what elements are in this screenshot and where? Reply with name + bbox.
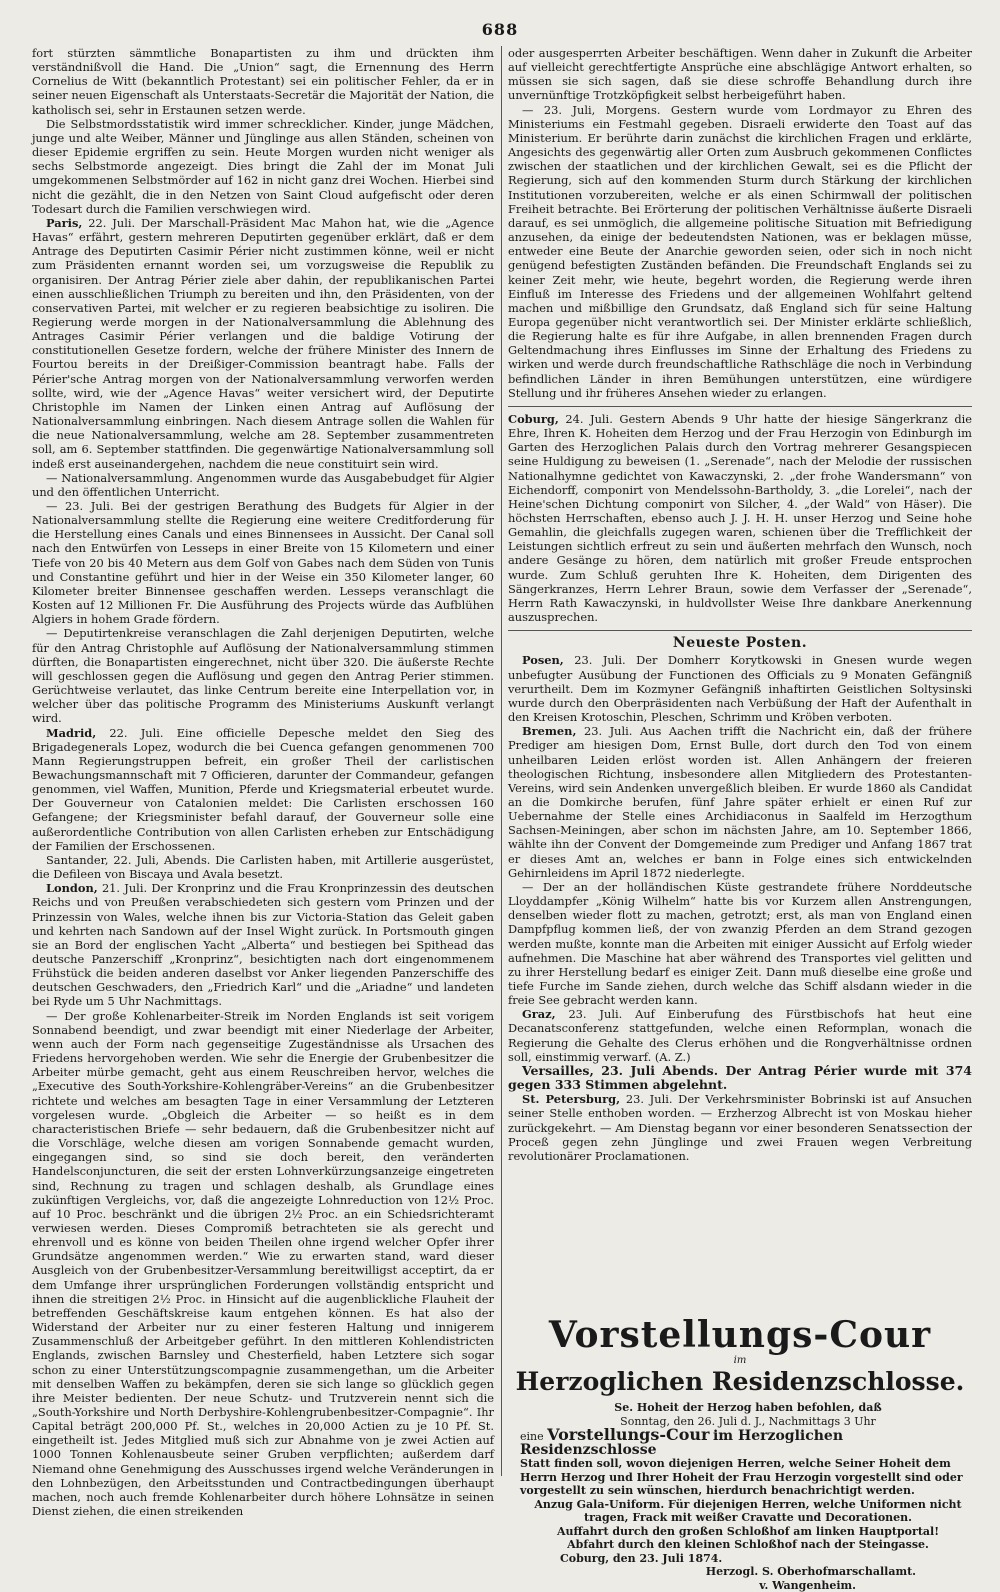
article-paragraph xyxy=(508,1092,972,1163)
article-paragraph xyxy=(508,653,972,724)
paragraph-text: 21. Juli. Der Kronprinz und die Frau Kronprinzessin des deutschen Reichs und von Preußen verabschiedeten sich gestern vom Prinzen und der Prinzessin von Wales, welche ihnen bis zur Victoria-Station das Geleit gaben und kehrten nach Sandown auf der Insel Wight zurück. In Portsmouth gingen sie an Bord der englischen Yacht „Alberta“ und bestiegen bei Spithead das deutsche Panzerschiff „Kronprinz“, besichtigten nach dort eingenommenem Frühstück die beiden anderen daselbst vor Anker liegenden Panzerschiffe des deutschen Geschwaders, den „Friedrich Karl“ und die „Ariadne“ und landeten bei Ryde um 5 Uhr Nachmittags. xyxy=(32,881,494,1008)
announcement-signature: Herzogl. S. Oberhofmarschallamt. xyxy=(520,1565,976,1579)
dateline: London, xyxy=(46,881,98,895)
left-column xyxy=(32,46,494,1524)
article-paragraph xyxy=(508,880,972,1007)
article-paragraph xyxy=(32,726,494,853)
announcement-im: im xyxy=(500,1355,980,1367)
announcement-line: Auffahrt durch den großen Schloßhof am linken Hauptportal! xyxy=(520,1525,976,1539)
dateline: Posen, xyxy=(522,653,564,667)
london-continuation xyxy=(508,46,972,400)
announcement-signer: v. Wangenheim. xyxy=(520,1579,976,1592)
coburg-article xyxy=(508,412,972,624)
paragraph-text: oder ausgesperrten Arbeiter beschäftigen. Wenn daher in Zukunft die Arbeiter auf vielleicht gerechtfertigte Ansprüche eine abschlägige Antwort erhalten, so müssen sie sich sagen, daß sie diese schroffe Behandlung durch ihre unvernünftige Trotzköpfigkeit selbst herbeigeführt haben. xyxy=(508,46,972,102)
paragraph-text: — 23. Juli. Bei der gestrigen Berathung des Budgets für Algier in der Nationalversammlung stellte die Regierung eine weitere Creditforderung für die Herstellung eines Canals und eines Binnensees in Aussicht. Der Canal soll nach den Entwürfen von Lesseps in einer Breite von 15 Kilometern und einer Tiefe von 20 bis 40 Metern aus dem Golf von Gabes nach dem Süden von Tunis und Constantine geführt und hier in der Weise ein 350 Kilometer langer, 60 Kilometer breiter Binnensee geschaffen werden. Lesseps veranschlagt die Kosten auf 12 Millionen Fr. Die Ausführung des Projects würde das Aufblühen Algiers in hohem Grade fördern. xyxy=(32,499,494,626)
paragraph-text: 23. Juli. Auf Einberufung des Fürstbischofs hat heut eine Decanatsconferenz stattgefunden, welche einen Reformplan, wonach die Regierung die Gehalte des Clerus erhöhen und die Rongverhältnisse ordnen soll, einstimmig verwarf. (A. Z.) xyxy=(508,1007,972,1063)
paragraph-text: 23. Juli. Der Domherr Korytkowski in Gnesen wurde wegen unbefugter Ausübung der Functionen des Officials zu 9 Monaten Gefängniß verurtheilt. Dem im Kozmyner Gefängniß inhaftirten Geistlichen Soltysinski wurde durch den Oberpräsidenten nach Verbüßung der Haft der Aufenthalt in den Kreisen Krotoschin, Pleschen, Schrimm und Kröben verboten. xyxy=(508,653,972,724)
dateline: Versailles, xyxy=(522,1063,594,1078)
paragraph-text: — Der an der holländischen Küste gestrandete frühere Norddeutsche Lloyddampfer „König Wilhelm“ hatte bis vor Kurzem allen Anstrengungen, denselben wieder flott zu machen, getrotzt; erst, als man von England einen Dampfpflug kommen ließ, der von zwanzig Pferden an dem Strand gezogen werden mußte, konnte man die Arbeiten mit einiger Aussicht auf Erfolg wieder aufnehmen. Die Maschine hat aber während des Transportes viel gelitten und zu ihrer Herstellung bedarf es einiger Zeit. Dann muß dieselbe eine große und tiefe Furche im Sande ziehen, durch welche das Schiff alsdann wieder in die freie See gebracht werden kann. xyxy=(508,880,972,1007)
announcement-line: Sonntag, den 26. Juli d. J., Nachmittags 3 Uhr xyxy=(520,1415,976,1429)
announcement-date: Coburg, den 23. Juli 1874. xyxy=(520,1552,976,1566)
paragraph-text: 22. Juli. Der Marschall-Präsident Mac Mahon hat, wie die „Agence Havas“ erfährt, gestern mehreren Deputirten gegenüber erklärt, daß er dem Antrage des Deputirten Casimir Périer nicht zustimmen könne, weil er nicht zum Präsidenten ernannt worden sei, um vorzugsweise die Republik zu organisiren. Der Antrag Périer ziele aber dahin, der republikanischen Partei einen ausschließlichen Triumph zu bereiten und ihn, den Präsidenten, von der conservativen Partei, mit welcher er zu regieren beabsichtige zu isoliren. Die Regierung werde morgen in der Nationalversammlung die Ablehnung des Antrages Casimir Périer verlangen und die baldige Votirung der constitutionellen Gesetze fordern, welche der frühere Minister des Innern de Fourtou bereits in der Dreißiger-Commission beantragt habe. Falls der Périer'sche Antrag morgen von der Nationalversammlung verworfen werden sollte, wird, wie der „Agence Havas“ weiter versichert wird, der Deputirte Christophle im Namen der Linken einen Antrag auf Auflösung der Nationalversammlung einbringen. Nach diesem Antrage sollen die Wahlen für die neue Nationalversammlung, welche am 28. September zusammentreten soll, am 6. September stattfinden. Die gegenwärtige Nationalversammlung soll indeß erst auseinandergehen, nachdem die neue constituirt sein wird. xyxy=(32,216,494,471)
paragraph-text: 23. Juli Abends. Der Antrag Périer wurde mit 374 gegen 333 Stimmen abgelehnt. xyxy=(508,1063,972,1092)
section-divider xyxy=(508,630,972,631)
column-divider xyxy=(501,46,502,1476)
article-paragraph xyxy=(32,626,494,725)
dateline: St. Petersburg, xyxy=(522,1092,620,1106)
announcement-line: Se. Hoheit der Herzog haben befohlen, daß xyxy=(520,1401,976,1415)
latest-news-heading: Neueste Posten. xyxy=(508,636,972,650)
dateline: Paris, xyxy=(46,216,82,230)
article-paragraph xyxy=(508,1007,972,1064)
paragraph-text: 24. Juli. Gestern Abends 9 Uhr hatte der hiesige Sängerkranz die Ehre, Ihren K. Hoheiten dem Herzog und der Frau Herzogin von Edinburgh im Garten des Herzoglichen Palais durch den Vortrag mehrerer Gesangspiecen seine Huldigung zu beweisen (1. „Serenade“, nach der Melodie der russischen Nationalhymne gedichtet von Kawaczynski, 2. „der frohe Wandersmann“ von Eichendorff, componirt von Mendelssohn-Bartholdy, 3. „die Lorelei“, nach der Heine'schen Dichtung componirt von Silcher, 4. „der Wald“ von Häser). Die höchsten Herrschaften, ebenso auch J. J. H. H. unser Herzog und Seine hohe Gemahlin, die gleichfalls zugegen waren, schienen über die Trefflichkeit der Leistungen sichtlich erfreut zu sein und äußerten mehrfach den Wunsch, noch andere Gesänge zu hören, dem natürlich mit großer Freude entsprochen wurde. Zum Schluß geruhten Ihre K. Hoheiten, dem Dirigenten des Sängerkranzes, Herrn Lehrer Braun, sowie dem Verfasser der „Serenade“, Herrn Rath Kawaczynski, in huldvollster Weise Ihre dankbare Anerkennung auszusprechen. xyxy=(508,412,972,624)
paragraph-text: 23. Juli. Aus Aachen trifft die Nachricht ein, daß der frühere Prediger am hiesigen Dom, Ernst Bulle, dort durch den Tod von einem unheilbaren Leiden erlöst worden ist. Allen Anhängern der freieren theologischen Richtung, insbesondere allen Mitgliedern des Protestanten-Vereins, wird sein Andenken unvergeßlich bleiben. Er wurde 1860 als Candidat an die Domkirche berufen, fünf Jahre später erhielt er einen Ruf zur Uebernahme der Stelle eines Archidiaconus in Saalfeld im Herzogthum Sachsen-Meiningen, aber schon im nächsten Jahre, am 10. September 1866, wählte ihn der Convent der Domgemeinde zum Prediger und Anfang 1867 trat er dieses Amt an, welches er bann in Folge eines sich entwickelnden Gehirnleidens im April 1872 niederlegte. xyxy=(508,724,972,880)
article-paragraph xyxy=(32,881,494,1008)
announcement-title: Vorstellungs-Cour xyxy=(500,1315,980,1355)
right-column xyxy=(508,46,972,1326)
dateline: Coburg, xyxy=(508,412,559,426)
article-paragraph xyxy=(32,117,494,216)
paragraph-text: 22. Juli. Eine officielle Depesche meldet den Sieg des Brigadegenerals Lopez, wodurch die bei Cuenca gefangen genommenen 700 Mann Regierungstruppen befreit, ein großer Theil der carlistischen Bewachungsmannschaft mit 7 Officieren, darunter der Commandeur, gefangen genommen, viel Waffen, Munition, Pferde und Kriegsmaterial erbeutet wurde. Der Gouverneur von Catalonien meldet: Die Carlisten erschossen 160 Gefangene; der Kriegsminister befahl darauf, der Gouverneur solle eine außerordentliche Contribution von allen Carlisten erheben zur Entschädigung der Familien der Erschossenen. xyxy=(32,726,494,853)
dateline: Bremen, xyxy=(522,724,576,738)
article-paragraph xyxy=(508,724,972,880)
article-paragraph xyxy=(32,216,494,471)
paragraph-text: — Der große Kohlenarbeiter-Streik im Norden Englands ist seit vorigem Sonnabend beendigt, und zwar beendigt mit einer Niederlage der Arbeiter, wenn auch der Form nach gegenseitige Zugeständnisse als Ursachen des Friedens hervorgehoben werden. Wie sehr die Energie der Grubenbesitzer die Arbeiter mürbe gemacht, geht aus einem Reuschreiben hervor, welches die „Executive des South-Yorkshire-Kohlengräber-Vereins“ an die Grubenbesitzer richtete und welches am besagten Tage in einer Versammlung der Letzteren vorgelesen wurde. „Obgleich die Arbeiter — so heißt es in dem characteristischen Briefe — sehr bedauern, daß die Grubenbesitzer nicht auf die Vorschläge, welche diesen am vorigen Sonnabende gemacht wurden, eingegangen sind, so sind sie doch bereit, den veränderten Handelsconjuncturen, die seit der ersten Lohnverkürzungsanzeige eingetreten sind, Rechnung zu tragen und schlagen deshalb, als Grundlage eines zukünftigen Vergleichs, vor, daß die angezeigte Lohnreduction von 12½ Proc. auf 10 Proc. beschränkt und die übrigen 2½ Proc. an ein Schiedsrichteramt verwiesen werden. Dieses Compromiß betrachteten sie als gerecht und ehrenvoll und es könne von beiden Theilen ohne irgend welcher Opfer ihrer Grundsätze angenommen werden.“ Wie zu erwarten stand, ward dieser Ausgleich von der Grubenbesitzer-Versammlung bereitwilligst acceptirt, da er dem Umfange ihrer ursprünglichen Forderungen vollständig entspricht und ihnen die streitigen 2½ Proc. in Hinsicht auf die augenblickliche Flauheit der betreffenden Geschäftskreise kaum entgehen können. Es hat also der Widerstand der Arbeiter nur zu einer festeren Haltung und innigerem Zusammenschluß der Arbeitgeber geführt. In den mittleren Kohlendistricten Englands, zwischen Barnsley und Chesterfield, haben Letztere sich sogar schon zu einer Unterstützungscompagnie zusammengethan, um die Arbeiter mit denselben Waffen zu bekämpfen, deren sie sich lange so glücklich gegen ihre Meister bedienten. Der neue Schutz- und Trutzverein nennt sich die „South-Yorkshire und North Derbyshire-Kohlengrubenbesitzer-Compagnie“. Ihr Capital beträgt 200,000 Pf. St., welches in 20,000 Actien zu je 10 Pf. St. eingetheilt ist. Jedes Mitglied muß sich zur Abnahme von je zwei Actien auf 1000 Tonnen Kohlenausbeute seiner Gruben verpflichten; außerdem darf Niemand ohne Genehmigung des Ausschusses irgend welche Veränderungen in den Lohnbezügen, den Arbeitsstunden und Contractbedingungen überhaupt machen, noch auch fremde Kohlenarbeiter durch höhere Lohnsätze in seinen Dienst ziehen, die einen streikenden xyxy=(32,1009,494,1518)
announcement-line: Abfahrt durch den kleinen Schloßhof nach der Steingasse. xyxy=(520,1538,976,1552)
paragraph-text: Die Selbstmordsstatistik wird immer schrecklicher. Kinder, junge Mädchen, junge und alte Weiber, Männer und Jünglinge aus allen Ständen, scheinen von dieser Epidemie ergriffen zu sein. Heute Morgen wurden nicht weniger als sechs Selbstmorde angezeigt. Dies bringt die Zahl der im Monat Juli umgekommenen Selbstmörder auf 162 in nicht ganz drei Wochen. Hierbei sind nicht die gezählt, die in den Netzen von Saint Cloud aufgefischt oder deren Todesart durch die Familien verschwiegen wird. xyxy=(32,117,494,216)
dateline: Graz, xyxy=(522,1007,556,1021)
announcement-line: Statt finden soll, wovon diejenigen Herren, welche Seiner Hoheit dem Herrn Herzog und Ihrer Hoheit der Frau Herzogin vorgestellt sind oder vorgestellt zu sein wünschen, hierdurch benachrichtigt werden. xyxy=(520,1457,976,1498)
article-paragraph xyxy=(32,853,494,881)
paragraph-text: — 23. Juli, Morgens. Gestern wurde vom Lordmayor zu Ehren des Ministeriums ein Festmahl gegeben. Disraeli erwiderte den Toast auf das Ministerium. Er berührte darin zunächst die kirchlichen Fragen und erklärte, Angesichts des gegenwärtig aller Orten zum Ausbruch gekommenen Conflictes zwischen der staatlichen und der kirchlichen Gewalt, sei es die Pflicht der Regierung, sich auf den kommenden Sturm durch Stärkung der kirchlichen Institutionen vorzubereiten, welche er als einen Schirmwall der politischen Freiheit betrachte. Bei Erörterung der politischen Verhältnisse äußerte Disraeli darauf, es sei unmöglich, die allgemeine politische Situation mit Befriedigung anzusehen, da einige der bedeutendsten Nationen, was er beklagen müsse, entweder eine Beute der Anarchie geworden seien, oder sich in noch nicht genügend befestigten Zuständen befänden. Die Freundschaft Englands sei zu keiner Zeit mehr, wie heute, begehrt worden, die Regierung werde ihren Einfluß im Interesse des Friedens und der allgemeinen Wohlfahrt geltend machen und mißbillige den Grundsatz, daß England sich für seine Haltung Europa gegenüber nicht verantwortlich sei. Der Minister erklärte schließlich, die Regierung halte es für ihre Aufgabe, in allen brennenden Fragen durch Geltendmachung ihres Einflusses im Sinne der Erhaltung des Friedens zu wirken und werde durch freundschaftliche Rathschläge die noch in Verbindung befindlichen Länder in ihren Bemühungen unterstützen, eine würdigere Stellung und ihr früheres Ansehen wieder zu erlangen. xyxy=(508,103,972,400)
article-paragraph xyxy=(508,103,972,400)
article-paragraph xyxy=(508,46,972,103)
article-paragraph xyxy=(32,46,494,117)
paragraph-text: — Nationalversammlung. Angenommen wurde das Ausgabebudget für Algier und den öffentlichen Unterricht. xyxy=(32,471,494,499)
paragraph-text: fort stürzten sämmtliche Bonapartisten zu ihm und drückten ihm verständnißvoll die Hand. Die „Union“ sagt, die Ernennung des Herrn Cornelius de Witt (bekanntlich Protestant) sei ein politischer Fehler, da er in seiner neuen Eigenschaft als Unterstaats-Secretär die Majorität der Nation, die katholisch sei, sehr in Erstaunen setzen werde. xyxy=(32,46,494,117)
latest-news-list xyxy=(508,653,972,1163)
paragraph-text: Santander, 22. Juli, Abends. Die Carlisten haben, mit Artillerie ausgerüstet, die Defileen von Biscaya und Avala besetzt. xyxy=(32,853,494,881)
article-paragraph xyxy=(32,499,494,626)
dateline: Madrid, xyxy=(46,726,96,740)
announcement-line: eine Vorstellungs-Cour im Herzoglichen Residenzschlosse xyxy=(520,1428,976,1457)
article-paragraph xyxy=(508,412,972,624)
section-divider xyxy=(508,406,972,407)
article-paragraph xyxy=(32,471,494,499)
paragraph-text: 23. Juli. Der Verkehrsminister Bobrinski ist auf Ansuchen seiner Stelle enthoben worden. — Erzherzog Albrecht ist von Moskau hieher zurückgekehrt. — Am Dienstag begann vor einer besonderen Senatssection der Proceß gegen zehn Jünglinge und zwei Frauen wegen Verbreitung revolutionärer Proclamationen. xyxy=(508,1092,972,1163)
announcement-subtitle: Herzoglichen Residenzschlosse. xyxy=(500,1367,980,1397)
paragraph-text: — Deputirtenkreise veranschlagen die Zahl derjenigen Deputirten, welche für den Antrag Christophle auf Auflösung der Nationalversammlung stimmen dürften, die Bonapartisten eingerechnet, nicht über 320. Die äußerste Rechte will geschlossen gegen die Auflösung und gegen den Antrag Perier stimmen. Gerüchtweise verlautet, das linke Centrum bereite eine Interpellation vor, in welcher über das politische Programm des Ministeriums Auskunft verlangt wird. xyxy=(32,626,494,725)
article-paragraph xyxy=(508,1064,972,1092)
announcement-body xyxy=(500,1401,980,1592)
announcement-line: Anzug Gala-Uniform. Für diejenigen Herren, welche Uniformen nicht tragen, Frack mit weißer Cravatte und Decorationen. xyxy=(520,1498,976,1525)
page-number: 688 xyxy=(0,20,1000,39)
court-announcement xyxy=(500,1315,980,1525)
article-paragraph xyxy=(32,1009,494,1519)
